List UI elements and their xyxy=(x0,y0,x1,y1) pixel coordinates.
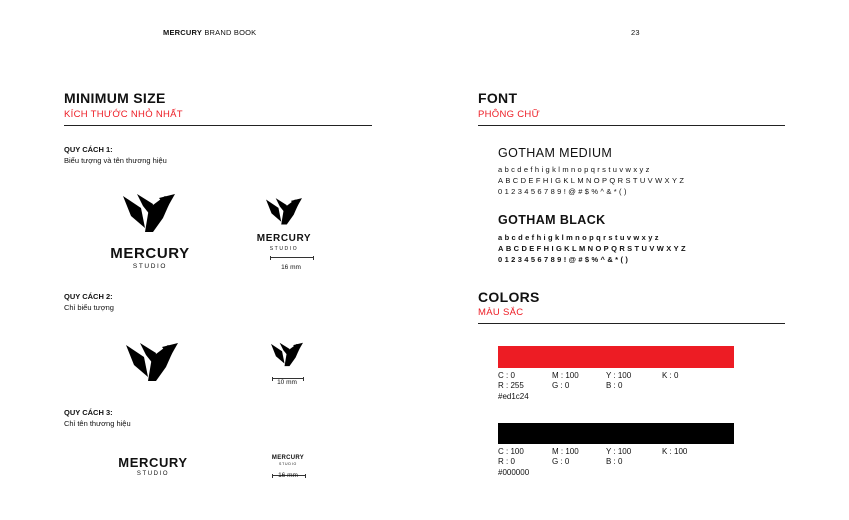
font-1-name: GOTHAM MEDIUM xyxy=(498,146,613,160)
spec-1-title: QUY CÁCH 1: xyxy=(64,145,113,154)
color-1-m: M : 100 xyxy=(552,371,579,380)
color-1-hex: #ed1c24 xyxy=(498,392,529,401)
color-1-b: B : 0 xyxy=(606,381,623,390)
color-1-c: C : 0 xyxy=(498,371,515,380)
color-1-k: K : 0 xyxy=(662,371,679,380)
wordmark-only-small: MERCURY xyxy=(271,455,305,461)
font-2-name: GOTHAM BLACK xyxy=(498,213,606,227)
logo-wordmark-small: MERCURY xyxy=(256,233,312,244)
color-2-c: C : 100 xyxy=(498,447,524,456)
font-1-upper: ABCDEFHIGKLMNOPQRSTUVWXYZ xyxy=(498,176,687,185)
font-1-numbers: 0123456789!@#$%^&*() xyxy=(498,187,629,196)
font-1-lower: abcdefhigklmnopqrstuvwxyz xyxy=(498,165,652,174)
color-2-k: K : 100 xyxy=(662,447,688,456)
dimension-line xyxy=(270,256,314,260)
mercury-icon-only xyxy=(126,342,178,384)
color-swatch-black xyxy=(498,423,734,444)
divider xyxy=(64,125,372,126)
color-2-hex: #000000 xyxy=(498,468,530,477)
wordmark-only: MERCURY xyxy=(118,455,188,470)
page-header xyxy=(163,28,256,37)
spec-2-dimension: 10 mm xyxy=(277,379,297,386)
mercury-logo-small-icon xyxy=(266,198,302,226)
mercury-icon-only-small xyxy=(271,342,303,368)
color-1-y: Y : 100 xyxy=(606,371,632,380)
logo-wordmark-sub: STUDIO xyxy=(132,263,168,270)
header-book: BRAND BOOK xyxy=(204,28,257,37)
wordmark-only-small-sub: STUDIO xyxy=(278,462,298,466)
section-subtitle-font: PHÔNG CHỮ xyxy=(478,109,541,120)
color-2-b: B : 0 xyxy=(606,457,623,466)
spec-3-title: QUY CÁCH 3: xyxy=(64,408,113,417)
font-2-numbers: 0123456789!@#$%^&*() xyxy=(498,255,631,264)
header-brand: MERCURY xyxy=(163,28,203,37)
color-1-r: R : 255 xyxy=(498,381,524,390)
color-2-r: R : 0 xyxy=(498,457,515,466)
spec-1-desc: Biểu tượng và tên thương hiệu xyxy=(64,156,167,165)
font-2-lower: abcdefhigklmnopqrstuvwxyz xyxy=(498,233,661,242)
page-number: 23 xyxy=(631,28,640,37)
color-2-y: Y : 100 xyxy=(606,447,632,456)
color-swatch-red xyxy=(498,346,734,368)
logo-wordmark-small-sub: STUDIO xyxy=(269,246,299,252)
font-2-upper: ABCDEFHIGKLMNOPQRSTUVWXYZ xyxy=(498,244,688,253)
section-title-colors: COLORS xyxy=(478,289,540,305)
divider xyxy=(478,125,785,126)
color-1-g: G : 0 xyxy=(552,381,570,390)
section-subtitle-colors: MÀU SẮC xyxy=(478,307,524,318)
spec-1-dimension: 16 mm xyxy=(281,264,301,271)
spec-2-desc: Chỉ biểu tượng xyxy=(64,303,114,312)
section-title-minimum-size: MINIMUM SIZE xyxy=(64,90,166,106)
mercury-logo-icon xyxy=(123,194,175,234)
color-2-g: G : 0 xyxy=(552,457,570,466)
section-title-font: FONT xyxy=(478,90,518,106)
spec-3-desc: Chỉ tên thương hiệu xyxy=(64,419,131,428)
color-2-m: M : 100 xyxy=(552,447,579,456)
wordmark-only-sub: STUDIO xyxy=(136,471,170,477)
spec-2-title: QUY CÁCH 2: xyxy=(64,292,113,301)
spec-3-dimension: 16 mm xyxy=(278,472,298,479)
section-subtitle-minimum-size: KÍCH THƯỚC NHỎ NHẤT xyxy=(64,109,183,120)
logo-wordmark: MERCURY xyxy=(110,245,190,262)
divider xyxy=(478,323,785,324)
